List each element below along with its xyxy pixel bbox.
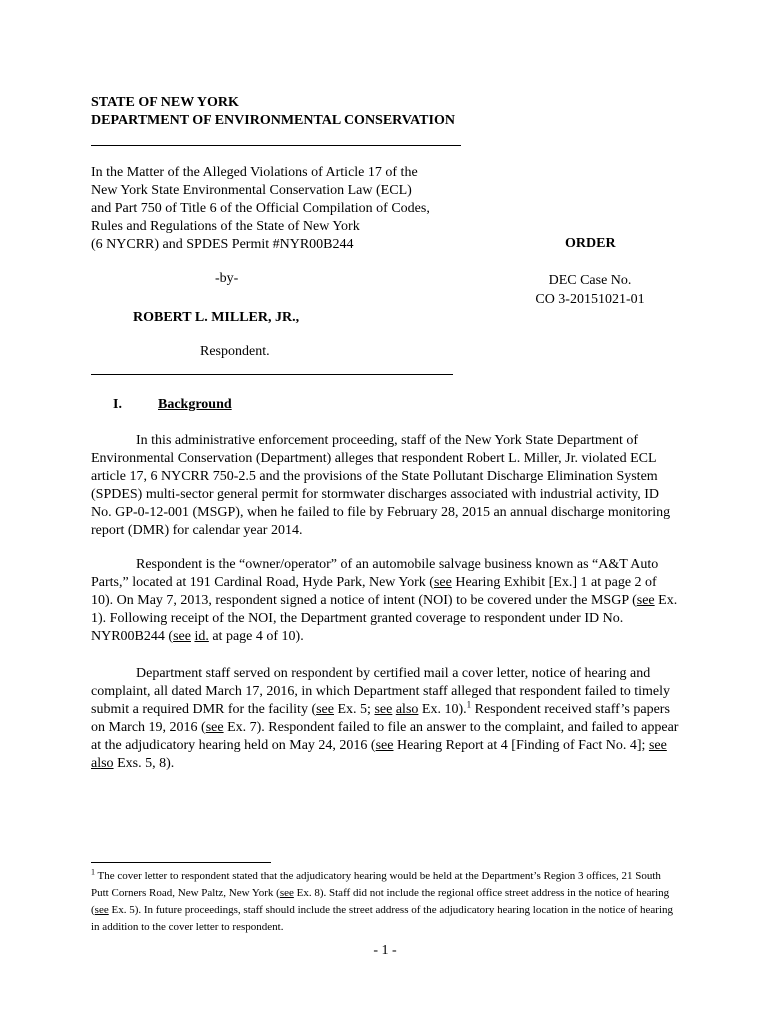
text-run: The cover letter to respondent stated that the adjudicatory hearing would be held at the Department’s Region 3 offices, 21 South Putt Corners Road, New Paltz, New York ( <box>91 870 661 899</box>
text-run: Ex. 5). In future proceedings, staff should include the street address of the adjudicatory hearing location in the notice of hearing in addition to the cover letter to respondent. <box>91 904 674 933</box>
page-number: - 1 - <box>373 943 397 958</box>
text-run: Exs. 5, 8). <box>113 756 175 771</box>
text-run: Hearing Exhibit [Ex.] 1 at page 2 of 10). On May 7, 2013, respondent signed a notice of intent (NOI) to be covered under the MSGP ( <box>91 575 657 608</box>
citation-signal: see <box>375 738 394 753</box>
citation-signal: see <box>433 575 452 590</box>
text-run: Ex. 8). Staff did not include the regional office street address in the notice of hearing ( <box>91 887 670 916</box>
footnote-separator <box>91 862 271 863</box>
footnote-1 <box>91 868 681 936</box>
matter-caption <box>91 164 481 254</box>
text-run: Ex. 7). Respondent failed to file an answer to the complaint, and failed to appear at the adjudicatory hearing held on May 24, 2016 ( <box>91 720 679 753</box>
text-run: Ex. 10). <box>418 702 467 717</box>
department-name: DEPARTMENT OF ENVIRONMENTAL CONSERVATION <box>91 113 455 128</box>
text-run: Hearing Report at 4 [Finding of Fact No. 4]; <box>393 738 649 753</box>
order-title: ORDER <box>565 236 616 251</box>
agency-header <box>91 94 455 130</box>
text-run: Respondent received staff’s papers on March 19, 2016 ( <box>91 702 670 735</box>
footnote-reference[interactable]: 1 <box>466 699 472 710</box>
footnote-marker: 1 <box>91 867 95 877</box>
citation-signal: see <box>173 629 191 644</box>
section-number: I. <box>113 397 122 412</box>
section-title: Background <box>158 397 232 412</box>
by-label: -by- <box>215 271 239 286</box>
paragraph-3 <box>91 665 681 773</box>
respondent-name: ROBERT L. MILLER, JR., <box>133 310 300 325</box>
text-run: Ex. 5; <box>334 702 375 717</box>
citation-signal: also <box>395 702 419 717</box>
paragraph-2 <box>91 556 681 646</box>
caption-top-rule <box>91 145 461 146</box>
case-label: DEC Case No. <box>548 273 632 288</box>
citation-signal: also <box>91 756 114 771</box>
citation-signal: id. <box>194 629 209 644</box>
matter-line: (6 NYCRR) and SPDES Permit #NYR00B244 <box>91 237 354 252</box>
text-run: Ex. 1). Following receipt of the NOI, the Department granted coverage to respondent under ID No. NYR00B244 ( <box>91 593 678 644</box>
citation-signal: see <box>279 887 294 899</box>
text-run: Department staff served on respondent by certified mail a cover letter, notice of hearing and complaint, all dated March 17, 2016, in which Department staff alleged that respondent failed to timely submit a required DMR for the facility ( <box>91 666 671 717</box>
case-number-block <box>510 271 670 309</box>
citation-signal: see <box>94 904 109 916</box>
state-name: STATE OF NEW YORK <box>91 95 239 110</box>
matter-line: In the Matter of the Alleged Violations of Article 17 of the <box>91 165 418 180</box>
citation-signal: see <box>316 702 334 717</box>
text-run: Respondent is the “owner/operator” of an automobile salvage business known as “A&T Auto Parts,” located at 191 Cardinal Road, Hyde Park, New York ( <box>91 557 659 590</box>
matter-line: Rules and Regulations of the State of New York <box>91 219 360 234</box>
citation-signal: see <box>205 720 224 735</box>
case-number: CO 3-20151021-01 <box>535 292 645 307</box>
citation-signal: see <box>648 738 667 753</box>
text-run: at page 4 of 10). <box>208 629 304 644</box>
paragraph-1: In this administrative enforcement proceeding, staff of the New York State Department of Environmental Conservation (Department) alleges that respondent Robert L. Miller, Jr. violated ECL article 17, 6 NYCRR 750-2.5 and the provisions of the State Pollutant Discharge Elimination System (SPDES) multi-sector general permit for stormwater discharges associated with industrial activity, ID No. GP-0-12-001 (MSGP), when he failed to file by February 28, 2015 an annual discharge monitoring report (DMR) for calendar year 2014. <box>91 433 671 538</box>
citation-signal: see <box>374 702 393 717</box>
respondent-label: Respondent. <box>200 344 270 359</box>
citation-signal: see <box>636 593 655 608</box>
matter-line: New York State Environmental Conservation Law (ECL) <box>91 183 412 198</box>
caption-bottom-rule <box>91 374 453 375</box>
matter-line: and Part 750 of Title 6 of the Official Compilation of Codes, <box>91 201 430 216</box>
